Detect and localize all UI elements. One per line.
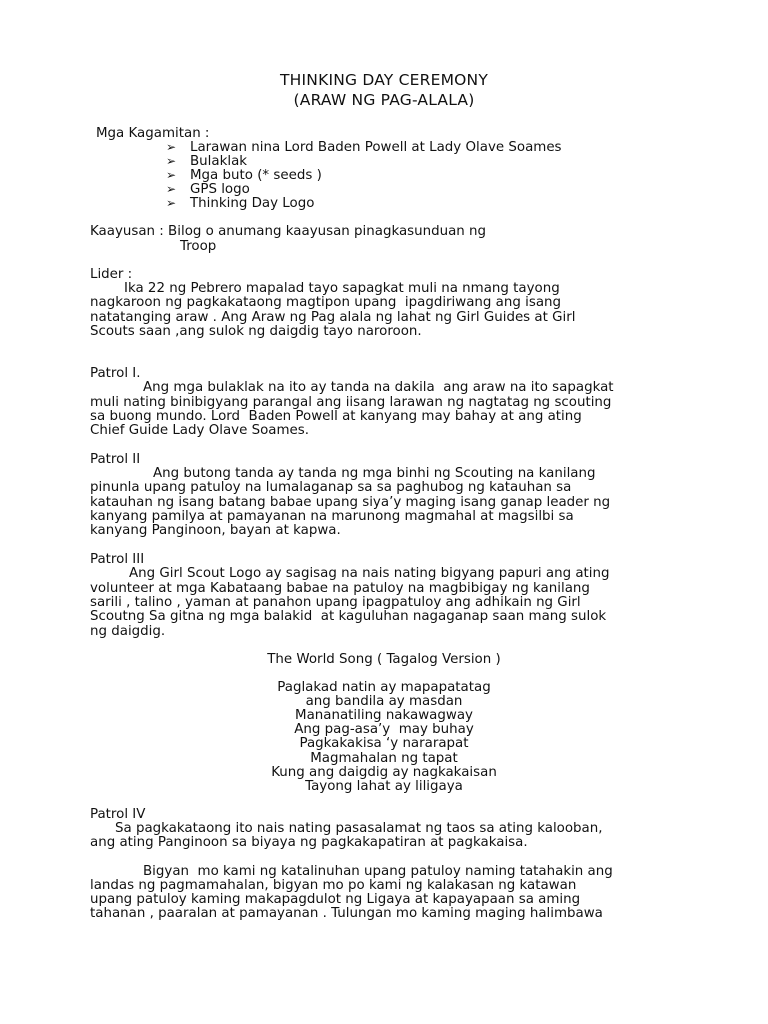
leader-text: nagkaroon ng pagkakataong magtipon upang ipagdiriwang ang isang	[90, 295, 562, 310]
leader-text: Scouts saan ,ang sulok ng daigdig tayo naroroon.	[90, 324, 422, 339]
arrow-bullet-icon: ➢	[166, 154, 177, 168]
patrol-1-text: sa buong mundo. Lord Baden Powell at kanyang may bahay at ang ating	[90, 409, 582, 424]
patrol-1-text: muli nating binibigyang parangal ang iisang larawan ng nagtatag ng scouting	[90, 395, 612, 410]
song-line: Pagkakakisa ‘y nararapat	[299, 736, 469, 751]
patrol-2-text: Ang butong tanda ay tanda ng mga binhi ng Scouting na kanilang	[153, 466, 596, 481]
song-line: ang bandila ay masdan	[305, 694, 463, 709]
arrow-bullet-icon: ➢	[166, 140, 177, 154]
song-line: Tayong lahat ay liligaya	[305, 779, 463, 794]
patrol-2-text: pinunla upang patuloy na lumalaganap sa sa paghubog ng katauhan sa	[90, 480, 572, 495]
patrol-4-text: Sa pagkakataong ito nais nating pasasalamat ng taos sa ating kalooban,	[115, 821, 603, 836]
leader-text: Ika 22 ng Pebrero mapalad tayo sapagkat muli na nmang tayong	[124, 281, 560, 296]
patrol-1-text: Chief Guide Lady Olave Soames.	[90, 423, 309, 438]
arrangement-text: Troop	[180, 239, 217, 254]
patrol-3-text: Scoutng Sa gitna ng mga balakid at kaguluhan nagaganap saan mang sulok	[90, 609, 607, 624]
song-line: Paglakad natin ay mapapatatag	[277, 680, 491, 695]
materials-item: ➢ Bulaklak	[166, 154, 248, 169]
patrol-3-text: volunteer at mga Kabataang babae na patuloy na magbibigay ng kanilang	[90, 581, 590, 596]
patrol-4-text: landas ng pagmamahalan, bigyan mo po kami ng kalakasan ng katawan	[90, 878, 577, 893]
arrow-bullet-icon: ➢	[166, 182, 177, 196]
patrol-1-text: Ang mga bulaklak na ito ay tanda na dakila ang araw na ito sapagkat	[143, 380, 614, 395]
patrol-4-text: ang ating Panginoon sa biyaya ng pagkakapatiran at pagkakaisa.	[90, 835, 528, 850]
leader-label: Lider :	[90, 267, 133, 282]
patrol-3-label: Patrol III	[90, 552, 145, 567]
patrol-4-text: upang patuloy kaming makapagdulot ng Ligaya at kapayapaan sa aming	[90, 892, 581, 907]
patrol-2-label: Patrol II	[90, 452, 141, 467]
patrol-4-text: tahanan , paaralan at pamayanan . Tulungan mo kaming maging halimbawa	[90, 906, 603, 921]
patrol-3-text: sarili , talino , yaman at panahon upang ipagpatuloy ang adhikain ng Girl	[90, 595, 581, 610]
song-line: Kung ang daigdig ay nagkakaisan	[271, 765, 497, 780]
document-title: THINKING DAY CEREMONY	[279, 71, 489, 89]
patrol-2-text: katauhan ng isang batang babae upang siya’y maging isang ganap leader ng	[90, 495, 611, 510]
patrol-3-text: Ang Girl Scout Logo ay sagisag na nais nating bigyang papuri ang ating	[129, 566, 610, 581]
materials-item: ➢ Thinking Day Logo	[166, 196, 315, 211]
arrow-bullet-icon: ➢	[166, 168, 177, 182]
song-line: Ang pag-asa’y may buhay	[294, 722, 474, 737]
materials-label: Mga Kagamitan :	[96, 126, 210, 141]
patrol-4-label: Patrol IV	[90, 807, 146, 822]
patrol-2-text: kanyang pamilya at pamayanan na marunong magmahal at magsilbi sa	[90, 509, 574, 524]
patrol-2-text: kanyang Panginoon, bayan at kapwa.	[90, 523, 341, 538]
song-line: Magmahalan ng tapat	[310, 751, 458, 766]
patrol-3-text: ng daigdig.	[90, 624, 166, 639]
arrangement-text: Kaayusan : Bilog o anumang kaayusan pinagkasunduan ng	[90, 224, 487, 239]
materials-item: ➢ Mga buto (* seeds )	[166, 168, 322, 183]
patrol-1-label: Patrol I.	[90, 366, 141, 381]
song-title: The World Song ( Tagalog Version )	[267, 652, 501, 667]
patrol-4-text: Bigyan mo kami ng katalinuhan upang patuloy naming tatahakin ang	[143, 864, 613, 879]
song-line: Mananatiling nakawagway	[295, 708, 473, 723]
document-subtitle: (ARAW NG PAG-ALALA)	[293, 91, 475, 109]
materials-item: ➢ GPS logo	[166, 182, 250, 197]
materials-item: ➢ Larawan nina Lord Baden Powell at Lady Olave Soames	[166, 140, 562, 155]
leader-text: natatanging araw . Ang Araw ng Pag alala ng lahat ng Girl Guides at Girl	[90, 310, 576, 325]
arrow-bullet-icon: ➢	[166, 196, 177, 210]
